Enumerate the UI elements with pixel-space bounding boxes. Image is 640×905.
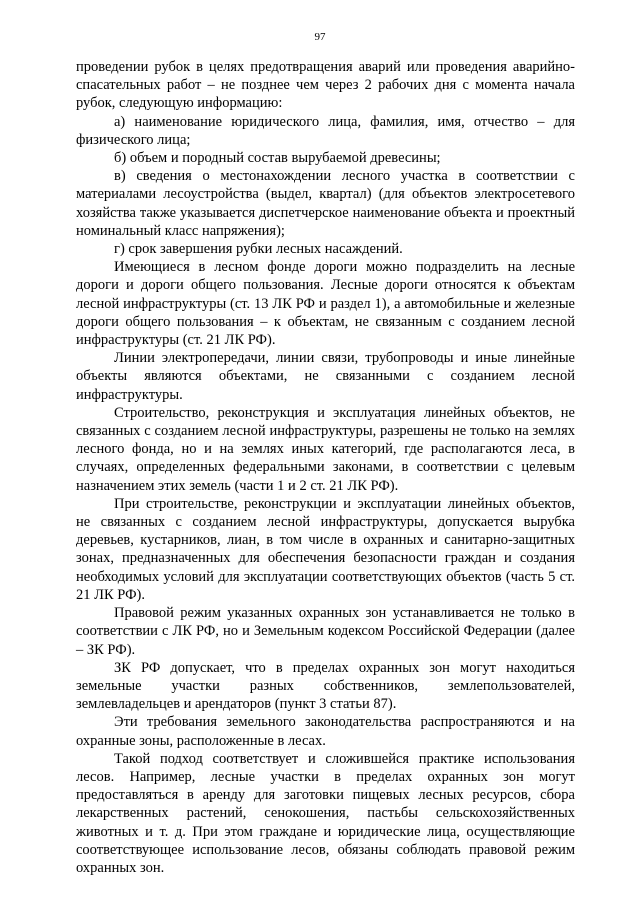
- body-text: [76, 58, 575, 877]
- list-item-g: г) срок завершения рубки лесных насаждений.: [114, 241, 403, 258]
- list-item-v: в) сведения о местонахождении лесного участка в соответствии с материалами лесоустройства (выдел, квартал) (для объектов электросетевого хозяйства также указывается диспетчерское наименование объекта и проектный номинальный класс напряжения);: [76, 168, 575, 239]
- list-item-a: а) наименование юридического лица, фамилия, имя, отчество – для физического лица;: [76, 113, 575, 148]
- paragraph-continuation: проведении рубок в целях предотвращения аварий или проведения аварийно-спасательных работ – не позднее чем через 2 рабочих дня с момента начала рубок, следующую информацию:: [76, 59, 575, 112]
- paragraph-construction: Строительство, реконструкция и эксплуатация линейных объектов, не связанных с созданием лесной инфраструктуры, разрешены не только на землях лесного фонда, но и на землях иных категорий, где располагаются леса, в случаях, определенных федеральными законами, в соответствии с целевым назначением этих земель (части 1 и 2 ст. 21 ЛК РФ).: [76, 404, 575, 494]
- paragraph-felling: При строительстве, реконструкции и эксплуатации линейных объектов, не связанных с созданием лесной инфраструктуры, допускается вырубка деревьев, кустарников, лиан, в том числе в охранных и санитарно-защитных зонах, предназначенных для обеспечения безопасности граждан и создания необходимых условий для эксплуатации соответствующих объектов (часть 5 ст. 21 ЛК РФ).: [76, 495, 575, 603]
- paragraph-roads: Имеющиеся в лесном фонде дороги можно подразделить на лесные дороги и дороги общего пользования. Лесные дороги относятся к объектам лесной инфраструктуры (ст. 13 ЛК РФ и раздел 1), а автомобильные и железные дороги общего пользования – к объектам, не связанным с созданием лесной инфраструктуры (ст. 21 ЛК РФ).: [76, 259, 575, 349]
- paragraph-zk-rf: ЗК РФ допускает, что в пределах охранных зон могут находиться земельные участки разных собственников, землепользователей, землевладельцев и арендаторов (пункт 3 статьи 87).: [76, 659, 575, 713]
- page-number: 97: [314, 31, 326, 43]
- list-item-b: б) объем и породный состав вырубаемой древесины;: [114, 150, 441, 167]
- paragraph-practice: Такой подход соответствует и сложившейся практике использования лесов. Например, лесные участки в пределах охранных зон могут предоставляться в аренду для заготовки пищевых лесных ресурсов, сбора лекарственных растений, сенокошения, пастьбы сельскохозяйственных животных и т. д. При этом граждане и юридические лица, осуществляющие соответствующее использование лесов, обязаны соблюдать правовой режим охранных зон.: [76, 750, 575, 876]
- paragraph-legal-regime: Правовой режим указанных охранных зон устанавливается не только в соответствии с ЛК РФ, но и Земельным кодексом Российской Федерации (далее – ЗК РФ).: [76, 605, 575, 658]
- paragraph-linear-objects: Линии электропередачи, линии связи, трубопроводы и иные линейные объекты являются объектами, не связанными с созданием лесной инфраструктуры.: [76, 350, 575, 403]
- paragraph-requirements: Эти требования земельного законодательства распространяются и на охранные зоны, расположенные в лесах.: [76, 714, 575, 749]
